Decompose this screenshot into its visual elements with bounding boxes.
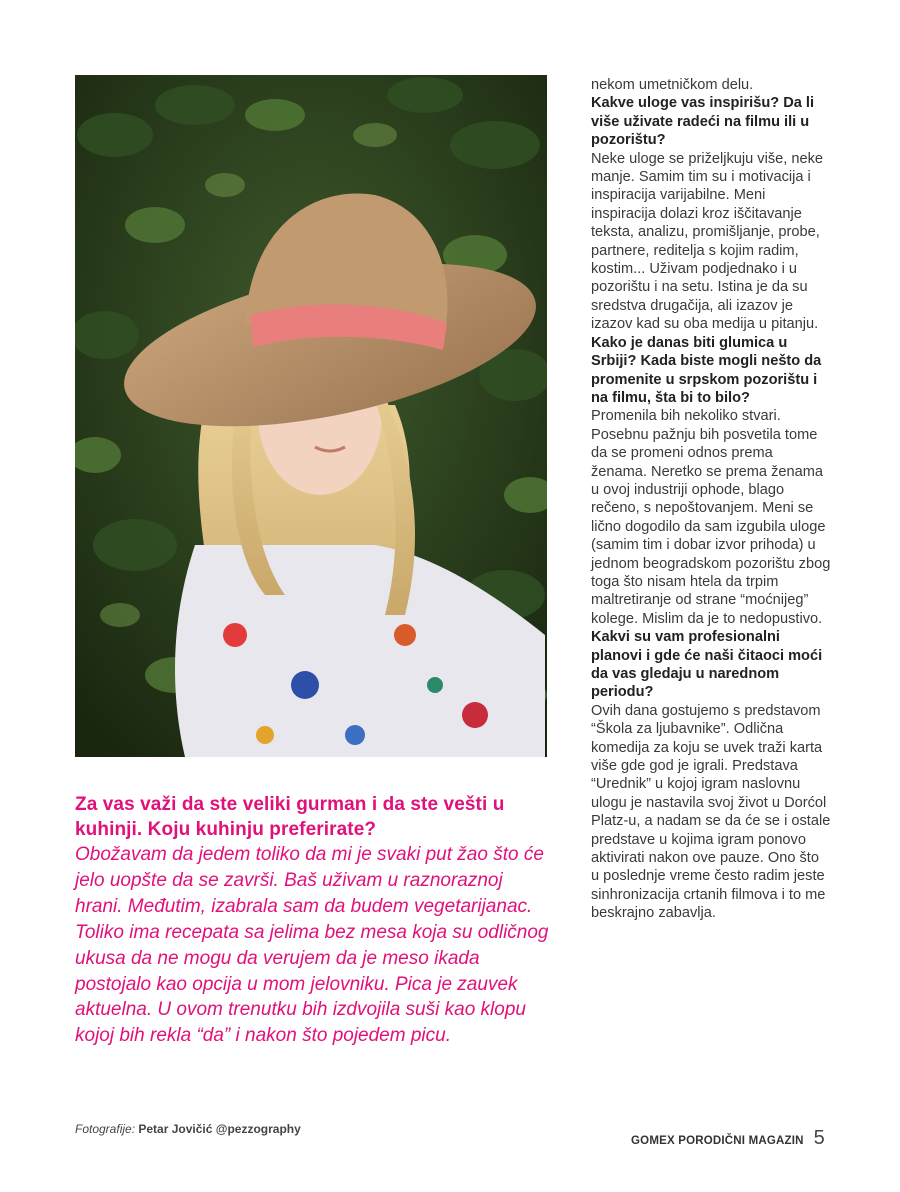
magazine-name: GOMEX PORODIČNI MAGAZIN [631,1135,804,1147]
answer-text: Neke uloge se priželjkuju više, neke manje. Samim tim su i motivacija i inspiracija varijabilne. Meni inspiracija dolazi kroz iščitavanje teksta, analizu, promišljanje, probe, partnere, reditelja s kojim radim, kostim... Uživam podjednako i u pozorištu i na setu. Istina je da su sredstva drugačija, ali izazov je izazov kad su oba medija u pitanju. [591,150,824,333]
answer-text: Promenila bih nekoliko stvari. Posebnu pažnju bih posvetila tome da se promeni odnos prema ženama. Neretko se prema ženama u ovoj industriji ophode, blago rečeno, s nepoštovanjem. Meni se lično dogodilo da sam izgubila uloge (samim tim i dobar izvor prihoda) u jednom beogradskom pozorištu zbog toga što nisam htela da trpim maltretiranje od strane “moćnijeg” kolege. Mislim da je to nedopustivo. [591,408,831,627]
photo-credit-label: Fotografije: [75,1122,136,1136]
answer-text: Ovih dana gostujemo s predstavom “Škola za ljubavnike”. Odlična komedija za koju se uvek traži karta više gde god je igrali. Predstava “Urednik” u kojoj igram naslovnu ulogu je nastavila svoj život u Dorćol Platz-u, a nadam se da će se i ostale predstave u kojima igram ponovo aktivirati nakon ove pauze. Ono što u poslednje vreme često radim jeste sinhronizacija crtanih filmova i to me beskrajno zabavlja. [591,702,831,922]
highlighted-answer: Obožavam da jedem toliko da mi je svaki put žao što će jelo uopšte da se završi. Baš uživam u raznoraznoj hrani. Međutim, izabrala sam da budem vegetarijanac. Toliko ima recepata sa jelima bez mesa koja su odličnog ukusa da ne mogu da verujem da je meso ikada postojalo kao opcija u mom jelovniku. Pica je zauvek aktuelna. U ovom trenutku bih izdvojila suši kao klopu kojoj bih rekla “da” i nakon što pojedem picu. [75,844,549,1047]
question-text: Kakvi su vam profesionalni planovi i gde će naši čitaoci moći da vas gledaju u narednom periodu? [591,629,823,701]
highlighted-qa [75,792,555,1049]
question-text: Kako je danas biti glumica u Srbiji? Kada biste mogli nešto da promenite u srpskom pozorištu i na filmu, šta bi to bilo? [591,334,822,406]
portrait-photo [75,75,547,757]
question-text: Kakve uloge vas inspirišu? Da li više uživate radeći na filmu ili u pozorištu? [591,95,815,149]
answer-text: nekom umetničkom delu. [591,77,754,93]
page-footer [631,1127,825,1150]
page-number: 5 [813,1127,825,1149]
photo-credit-name: Petar Jovičić @pezzography [138,1122,301,1136]
portrait-illustration [75,75,547,757]
highlighted-question: Za vas važi da ste veliki gurman i da ste vešti u kuhinji. Koju kuhinju preferirate? [75,794,505,840]
side-column [591,76,831,923]
photo-credit [75,1122,301,1136]
